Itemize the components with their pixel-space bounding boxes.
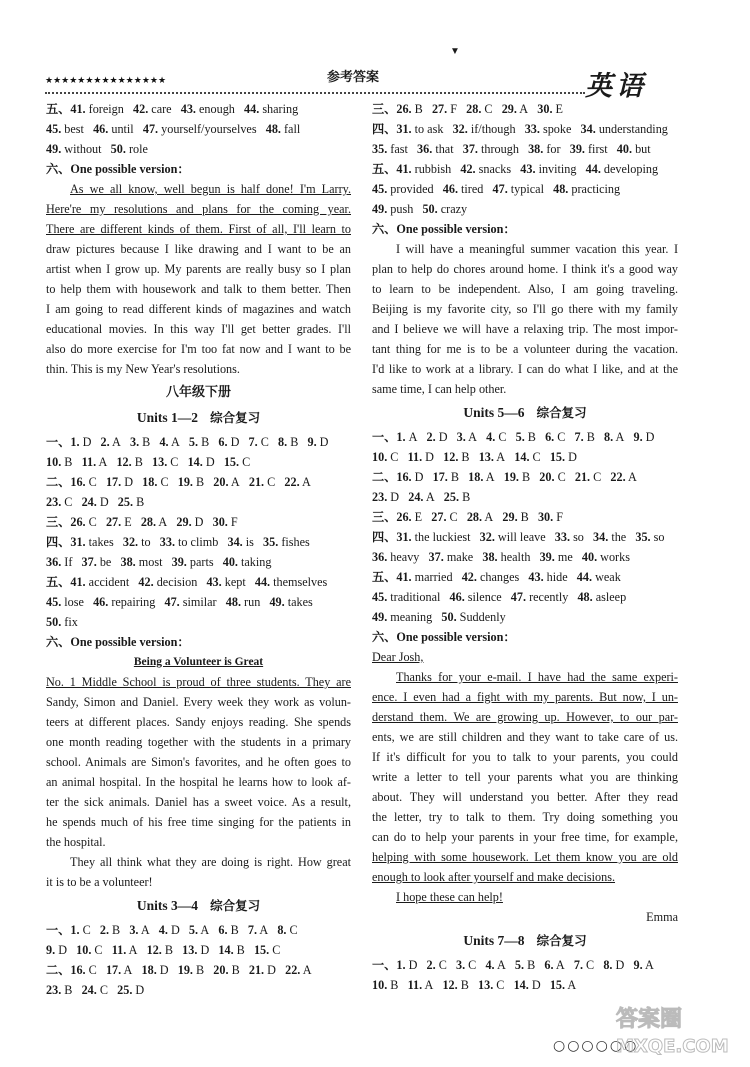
page-header [45, 46, 705, 102]
essay-line: one month reading together with the students in a primary [46, 735, 351, 749]
answer-line: 三、26. E 27. C 28. A 29. B 30. F [372, 510, 563, 524]
answer-line: 五、41. rubbish 42. snacks 43. inviting 44. developing [372, 162, 659, 176]
answer-line: 49. meaning 50. Suddenly [372, 610, 506, 624]
answer-line: 23. C 24. D 25. B [46, 495, 145, 509]
header-stars: ★★★★★★★★★★★★★★★ [45, 76, 167, 86]
answer-block [372, 955, 678, 995]
essay-volunteer [46, 672, 351, 852]
essay-line: derstand them. We are growing up. However, to our par- [372, 710, 678, 724]
answer-line: 三、26. C 27. E 28. A 29. D 30. F [46, 515, 238, 529]
header-rule [45, 92, 585, 94]
essay-line: artist when I grow up. My parents are really busy so I plan [46, 262, 351, 276]
unit-subtitle: 综合复习 [210, 898, 261, 913]
essay-line: I will have a meaningful summer vacation this year. I [396, 242, 678, 256]
answer-line: 45. lose 46. repairing 47. similar 48. run 49. takes [46, 595, 313, 609]
unit-title: Units 7—8 [463, 933, 525, 948]
essay-line: same time, I can help other. [372, 382, 507, 396]
essay-summer [372, 239, 678, 399]
letter-closing: I hope these can help! [396, 890, 503, 904]
answer-line: 23. B 24. C 25. D [46, 983, 145, 997]
essay-line: write a letter to tell your parents what you are thinking [372, 770, 678, 784]
answer-line: 二、16. D 17. B 18. A 19. B 20. C 21. C 22. A [372, 470, 637, 484]
essay-line: an animal hospital. In the hospital he learns how to look af- [46, 775, 351, 789]
essay-line: educational movies. In this way I'll get better grades. I'll [46, 322, 351, 336]
answer-line: 36. heavy 37. make 38. health 39. me 40. works [372, 550, 630, 564]
page-number-circles: ○○○○○○ [553, 1038, 639, 1054]
version-label: 六、One possible version： [46, 162, 190, 176]
answer-line: 二、16. C 17. D 18. C 19. B 20. A 21. C 22. A [46, 475, 311, 489]
essay-line: and I believe we will have a relaxing trip. The most impor- [372, 322, 678, 336]
unit-subtitle: 综合复习 [210, 410, 261, 425]
svg-text:MXQE.COM: MXQE.COM [616, 1036, 729, 1057]
essay-line: draw pictures because I like drawing and I want to be an [46, 242, 351, 256]
answer-line: 五、41. foreign 42. care 43. enough 44. sharing [46, 102, 299, 116]
unit-title: Units 3—4 [136, 898, 199, 913]
essay-line: helping with some housework. Let them know you are old [372, 850, 678, 864]
version-label: 六、One possible version： [372, 630, 516, 644]
essay-line: can do to help your parents in your free time, for example, [372, 830, 678, 844]
essay-line: I am going to read different kinds of magazines and watch [46, 302, 351, 316]
essay-line: ence. I even had a fight with my parents. But now, I un- [372, 690, 678, 704]
answer-line: 五、41. married 42. changes 43. hide 44. weak [372, 570, 621, 584]
essay-line: enough to look after yourself and make decisions. [372, 870, 616, 884]
essay-line: the letter, try to talk to them. Try doing something you [372, 810, 678, 824]
essay-line: tant thing for me is to be a volunteer during the vacation. [372, 342, 678, 356]
version-label: 六、One possible version： [372, 222, 516, 236]
left-column [46, 99, 351, 1000]
essay-line: school. Animals are Simon's favorites, and he often goes to [46, 755, 351, 769]
unit-heading [372, 402, 678, 424]
watermark-logo [612, 1000, 737, 1060]
answer-line: 一、1. D 2. A 3. B 4. A 5. B 6. D 7. C 8. B 9. D [46, 435, 329, 449]
essay-line: he spends much of his free time singing for the patients in [46, 815, 351, 829]
essay-line: No. 1 Middle School is proud of three students. They are [46, 675, 351, 689]
essay-line: plan to help do chores around home. I think it's a good way [372, 262, 678, 276]
essay-line: ter the sick animals. Daniel has a sweet voice. As a result, [46, 795, 351, 809]
answer-line: 一、1. D 2. C 3. C 4. A 5. B 6. A 7. C 8. D 9. A [372, 958, 654, 972]
essay-line: teers at different places. Sandy enjoys reading. She spends [46, 715, 351, 729]
essay-line: thin. This is my New Year's resolutions. [46, 362, 240, 376]
answer-line: 10. B 11. A 12. B 13. C 14. D 15. A [372, 978, 577, 992]
answer-line: 一、1. C 2. B 3. A 4. D 5. A 6. B 7. A 8. C [46, 923, 298, 937]
essay-line: to learn to be independent. Also, I am going traveling. [372, 282, 678, 296]
answer-line: 50. fix [46, 615, 78, 629]
answer-line: 10. C 11. D 12. B 13. A 14. C 15. D [372, 450, 577, 464]
header-mark: ▼ [450, 46, 460, 57]
answer-line: 五、41. accident 42. decision 43. kept 44. themselves [46, 575, 328, 589]
unit-subtitle: 综合复习 [536, 933, 587, 948]
answer-line: 49. without 50. role [46, 142, 148, 156]
answer-line: 10. B 11. A 12. B 13. C 14. D 15. C [46, 455, 251, 469]
essay-line: Sandy, Simon and Daniel. Every week they work as volun- [46, 695, 351, 709]
answer-block [372, 99, 678, 219]
answer-line: 二、16. C 17. A 18. D 19. B 20. B 21. D 22. A [46, 963, 312, 977]
answer-line: 四、31. the luckiest 32. will leave 33. so 34. the 35. so [372, 530, 665, 544]
essay-line: it is to be a volunteer! [46, 875, 153, 889]
answer-line: 45. best 46. until 47. yourself/yourselves 48. fall [46, 122, 301, 136]
answer-line: 一、1. A 2. D 3. A 4. C 5. B 6. C 7. B 8. A 9. D [372, 430, 655, 444]
answer-block [46, 432, 351, 632]
right-column [372, 99, 678, 995]
answer-line: 四、31. to ask 32. if/though 33. spoke 34. understanding [372, 122, 668, 136]
answer-block [372, 427, 678, 627]
essay-line: As we all know, well begun is half done! I'm Larry. [70, 182, 351, 196]
essay-line: the hospital. [46, 835, 106, 849]
unit-heading [372, 930, 678, 952]
essay-line: They all think what they are doing is right. How great [70, 855, 351, 869]
svg-text:答案圈: 答案圈 [616, 1007, 683, 1032]
essay-line: Thanks for your e-mail. I have had the same experi- [396, 670, 678, 684]
essay-title: Being a Volunteer is Great [133, 656, 264, 668]
letter-salutation: Dear Josh, [372, 650, 424, 664]
unit-title: Units 5—6 [463, 405, 525, 420]
subject-logo: 英语 [585, 71, 647, 102]
letter-body [372, 667, 678, 887]
version-label: 六、One possible version： [46, 635, 190, 649]
answer-line: 三、26. B 27. F 28. C 29. A 30. E [372, 102, 563, 116]
unit-heading [46, 407, 351, 429]
answer-block [46, 920, 351, 1000]
essay-line: ents, we are still children and they want to take care of us. [372, 730, 678, 744]
essay-line: to help them with housework and talk to them better. Then [46, 282, 351, 296]
essay-resolutions [46, 179, 351, 379]
answer-line: 36. If 37. be 38. most 39. parts 40. taking [46, 555, 272, 569]
essay-line: Here're my resolutions and plans for the coming year. [46, 202, 351, 216]
answer-line: 45. provided 46. tired 47. typical 48. practicing [372, 182, 621, 196]
answer-line: 9. D 10. C 11. A 12. B 13. D 14. B 15. C [46, 943, 281, 957]
essay-line: I'd like to work at a library. I can do what I like, and at the [372, 362, 678, 376]
answer-line: 49. push 50. crazy [372, 202, 468, 216]
answer-block [46, 99, 351, 159]
unit-subtitle: 综合复习 [536, 405, 587, 420]
essay-line: If it's difficult for you to talk to your parents, you could [372, 750, 678, 764]
unit-heading [46, 895, 351, 917]
essay-line: about. They will understand you better. After they read [372, 790, 678, 804]
essay-line: There are different kinds of them. First of all, I'll learn to [46, 222, 351, 236]
letter-signature: Emma [646, 910, 678, 924]
unit-title: Units 1—2 [136, 410, 199, 425]
essay-line: also do more exercise for I'm too fat now and I want to be [46, 342, 351, 356]
header-title: 参考答案 [327, 70, 380, 85]
section-title: 八年级下册 [165, 385, 231, 400]
answer-line: 四、31. takes 32. to 33. to climb 34. is 35. fishes [46, 535, 310, 549]
answer-line: 45. traditional 46. silence 47. recently 48. asleep [372, 590, 627, 604]
answer-line: 35. fast 36. that 37. through 38. for 39. first 40. but [372, 142, 651, 156]
answer-line: 23. D 24. A 25. B [372, 490, 471, 504]
essay-line: Beijing is my favorite city, so I'll go there with my family [372, 302, 678, 316]
